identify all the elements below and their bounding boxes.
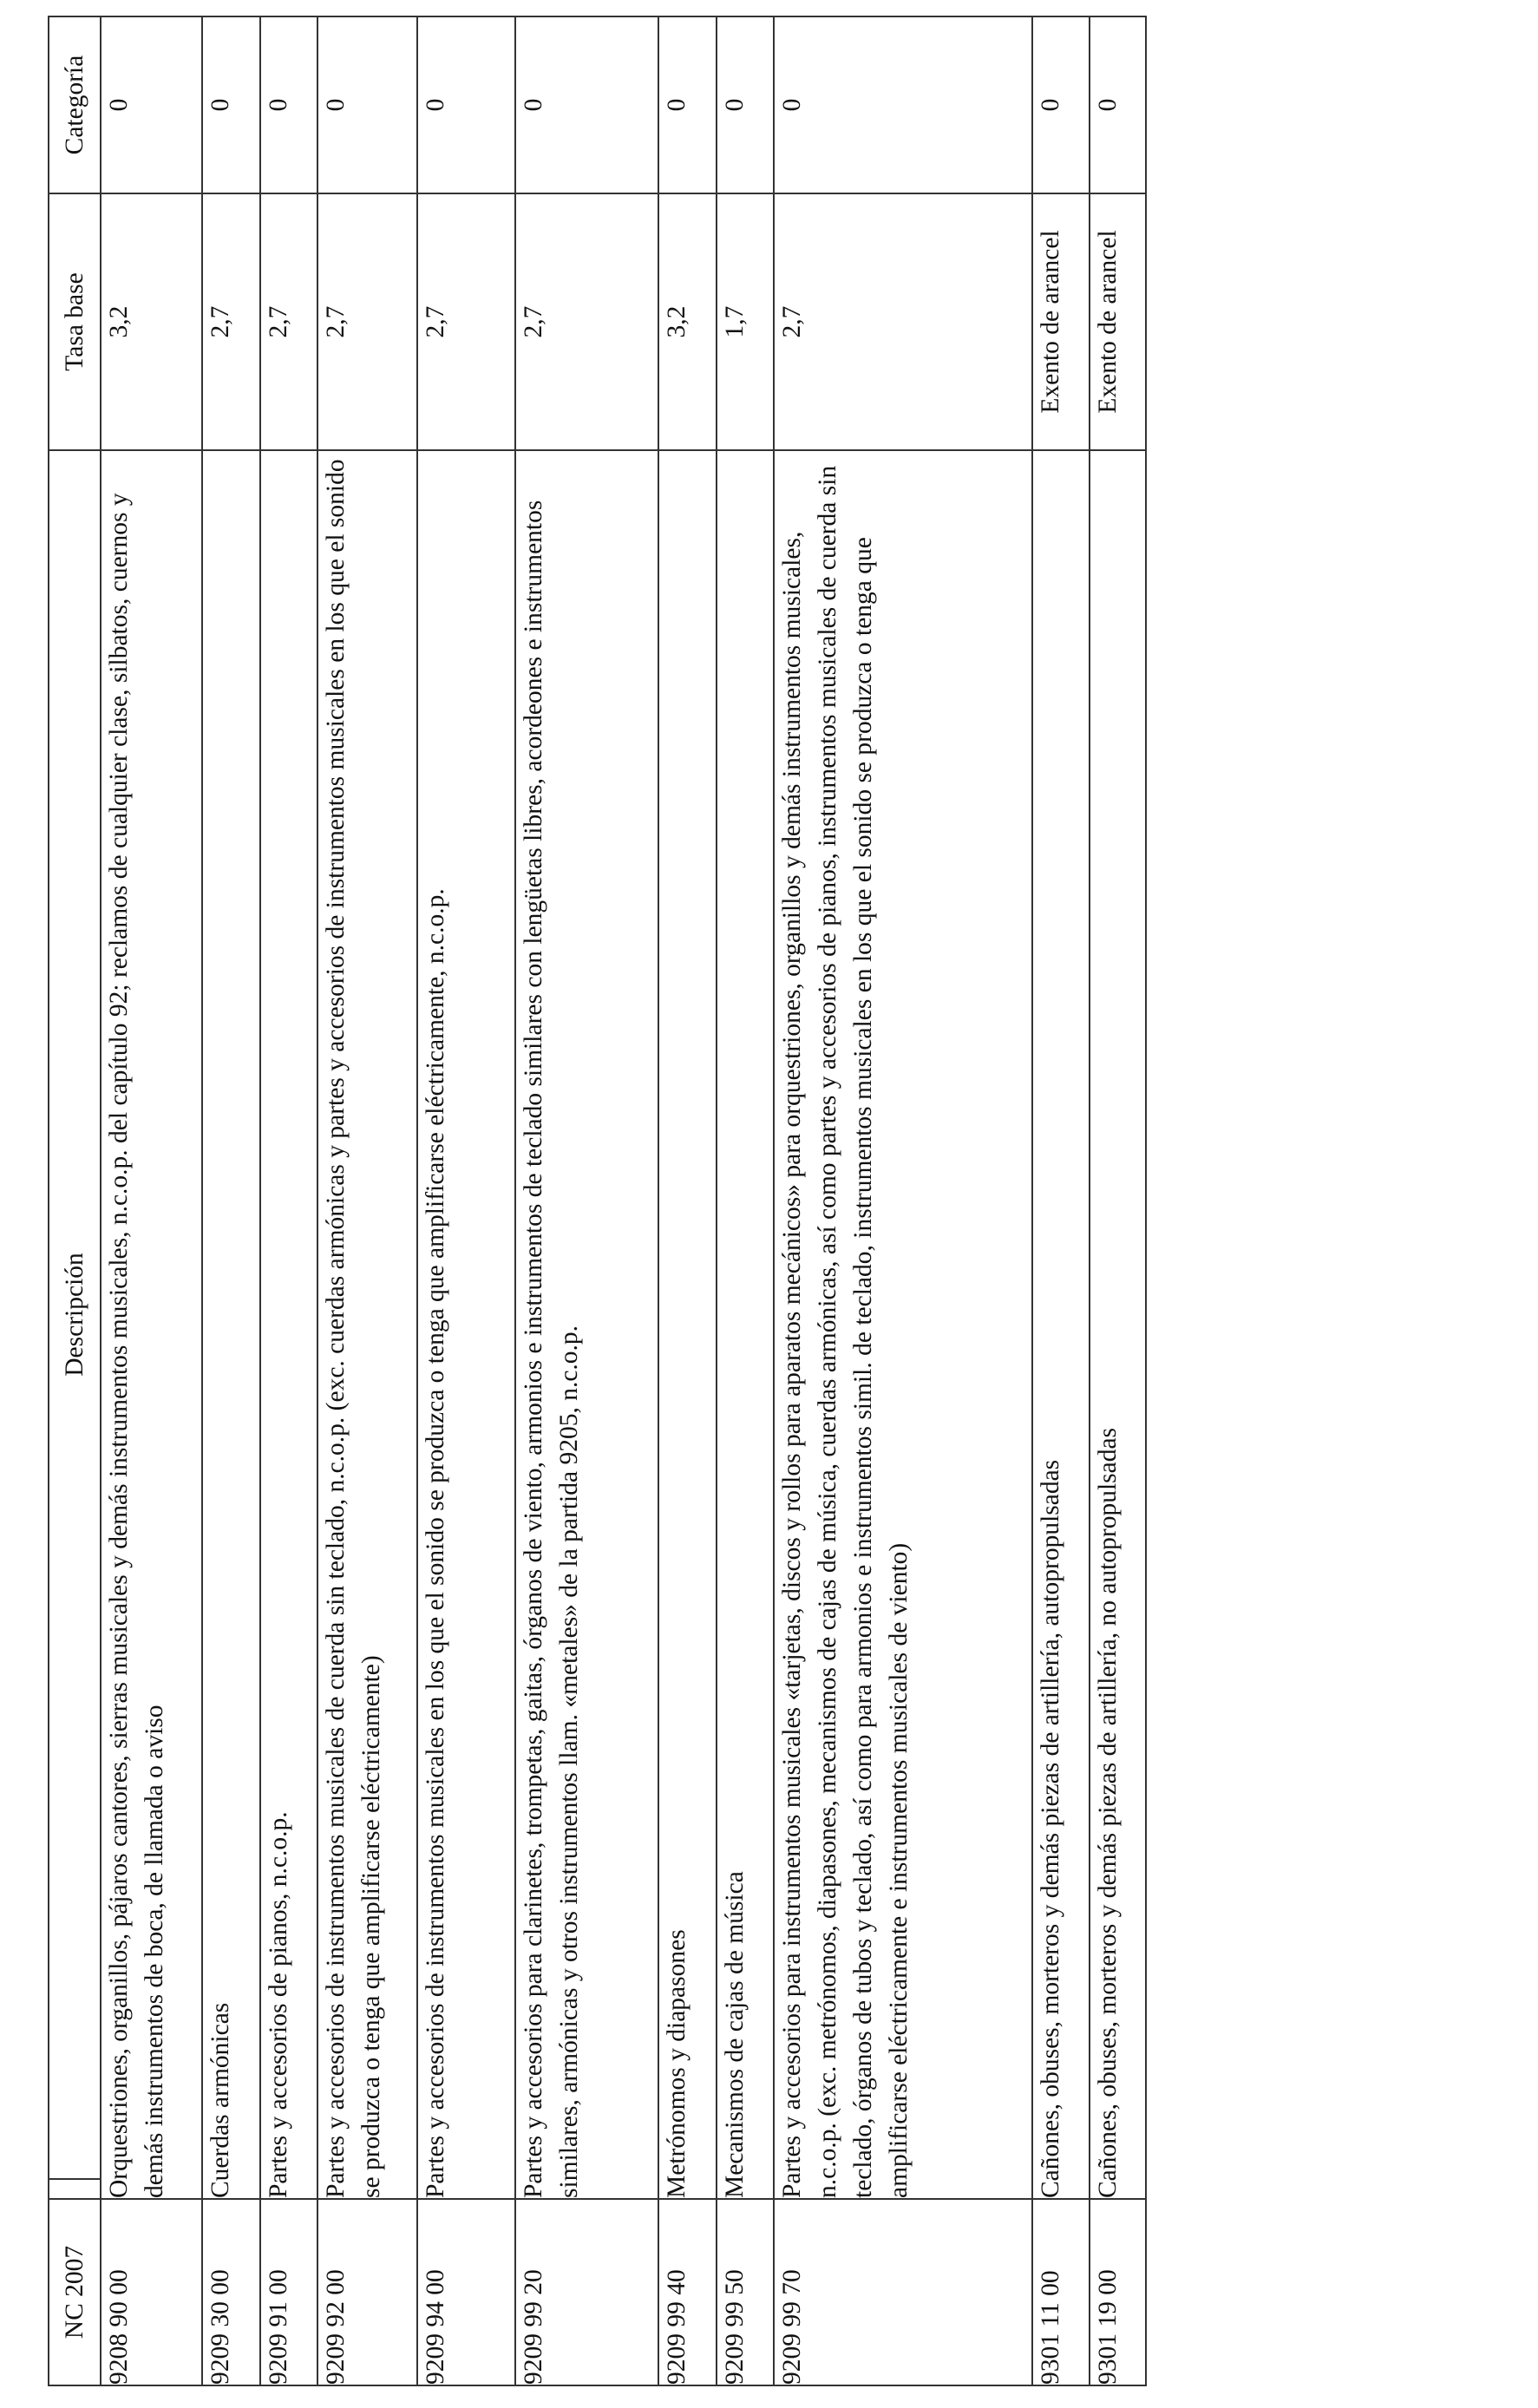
cell-description: Cuerdas armónicas [202, 450, 260, 2199]
table-row [717, 16, 774, 2385]
table-row [417, 16, 515, 2385]
cell-description: Partes y accesorios de instrumentos musicales en los que el sonido se produzca o tenga que amplificarse eléctricamente, n.c.o.p. [417, 450, 515, 2199]
cell-code: 9208 90 00 [101, 2199, 202, 2385]
table-row [774, 16, 1032, 2385]
cell-description: Cañones, obuses, morteros y demás piezas de artillería, no autopropulsadas [1090, 450, 1146, 2199]
cell-base-rate: 1,7 [717, 193, 774, 450]
cell-code: 9301 19 00 [1090, 2199, 1146, 2385]
cell-description: Partes y accesorios de pianos, n.c.o.p. [260, 450, 317, 2199]
table-header-row [49, 16, 101, 2385]
cell-base-rate: Exento de arancel [1032, 193, 1090, 450]
cell-description: Partes y accesorios para instrumentos musicales «tarjetas, discos y rollos para aparatos mecánicos» para orquestriones, organillos y demás instrumentos musicales, n.c.o.p. (exc. metrónomos, diapasones, mecanismos de cajas de música, cuerdas armónicas, así como partes y accesorios de pianos, instrumentos musicales de cuerda sin teclado, órganos de tubos y teclado, así como para armonios e instrumentos simil. de teclado, instrumentos musicales en los que el sonido se produzca o tenga que amplificarse eléctricamente e instrumentos musicales de viento) [774, 450, 1032, 2199]
cell-code: 9209 30 00 [202, 2199, 260, 2385]
cell-category: 0 [774, 16, 1032, 193]
table-row [515, 16, 658, 2385]
cell-base-rate: 2,7 [515, 193, 658, 450]
header-code: NC 2007 [49, 2199, 101, 2385]
header-base-rate: Tasa base [49, 193, 101, 450]
table-row [658, 16, 717, 2385]
cell-code: 9209 99 20 [515, 2199, 658, 2385]
cell-base-rate: 2,7 [260, 193, 317, 450]
cell-category: 0 [417, 16, 515, 193]
table-row [1032, 16, 1090, 2385]
table-row [260, 16, 317, 2385]
cell-description: Mecanismos de cajas de música [717, 450, 774, 2199]
rotated-page [48, 17, 1129, 2386]
cell-category: 0 [717, 16, 774, 193]
cell-code: 9209 99 40 [658, 2199, 717, 2385]
cell-description: Orquestriones, organillos, pájaros cantores, sierras musicales y demás instrumentos musicales, n.c.o.p. del capítulo 92; reclamos de cualquier clase, silbatos, cuernos y demás instrumentos de boca, de llamada o aviso [101, 450, 202, 2199]
cell-category: 0 [1090, 16, 1146, 193]
cell-code: 9209 94 00 [417, 2199, 515, 2385]
cell-code: 9301 11 00 [1032, 2199, 1090, 2385]
cell-base-rate: 2,7 [417, 193, 515, 450]
table-row [317, 16, 417, 2385]
header-category: Categoría [49, 16, 101, 193]
cell-category: 0 [1032, 16, 1090, 193]
cell-category: 0 [317, 16, 417, 193]
cell-base-rate: 3,2 [658, 193, 717, 450]
cell-description: Metrónomos y diapasones [658, 450, 717, 2199]
cell-description: Cañones, obuses, morteros y demás piezas de artillería, autopropulsadas [1032, 450, 1090, 2199]
cell-category: 0 [658, 16, 717, 193]
table-row [202, 16, 260, 2385]
cell-code: 9209 99 70 [774, 2199, 1032, 2385]
tariff-table [48, 16, 1147, 2386]
table-row [1090, 16, 1146, 2385]
cell-base-rate: 2,7 [202, 193, 260, 450]
cell-base-rate: 2,7 [317, 193, 417, 450]
cell-description: Partes y accesorios de instrumentos musicales de cuerda sin teclado, n.c.o.p. (exc. cuerdas armónicas y partes y accesorios de instrumentos musicales en los que el sonido se produzca o tenga que amplificarse eléctricamente) [317, 450, 417, 2199]
header-description: Descripción [49, 450, 101, 2179]
cell-base-rate: Exento de arancel [1090, 193, 1146, 450]
cell-category: 0 [515, 16, 658, 193]
cell-code: 9209 92 00 [317, 2199, 417, 2385]
cell-description: Partes y accesorios para clarinetes, trompetas, gaitas, órganos de viento, armonios e instrumentos de teclado similares con lengüetas libres, acordeones e instrumentos similares, armónicas y otros instrumentos llam. «metales» de la partida 9205, n.c.o.p. [515, 450, 658, 2199]
cell-code: 9209 99 50 [717, 2199, 774, 2385]
header-spacer [49, 2179, 101, 2199]
cell-code: 9209 91 00 [260, 2199, 317, 2385]
cell-category: 0 [101, 16, 202, 193]
cell-base-rate: 2,7 [774, 193, 1032, 450]
cell-category: 0 [260, 16, 317, 193]
table-row [101, 16, 202, 2385]
cell-base-rate: 3,2 [101, 193, 202, 450]
cell-category: 0 [202, 16, 260, 193]
